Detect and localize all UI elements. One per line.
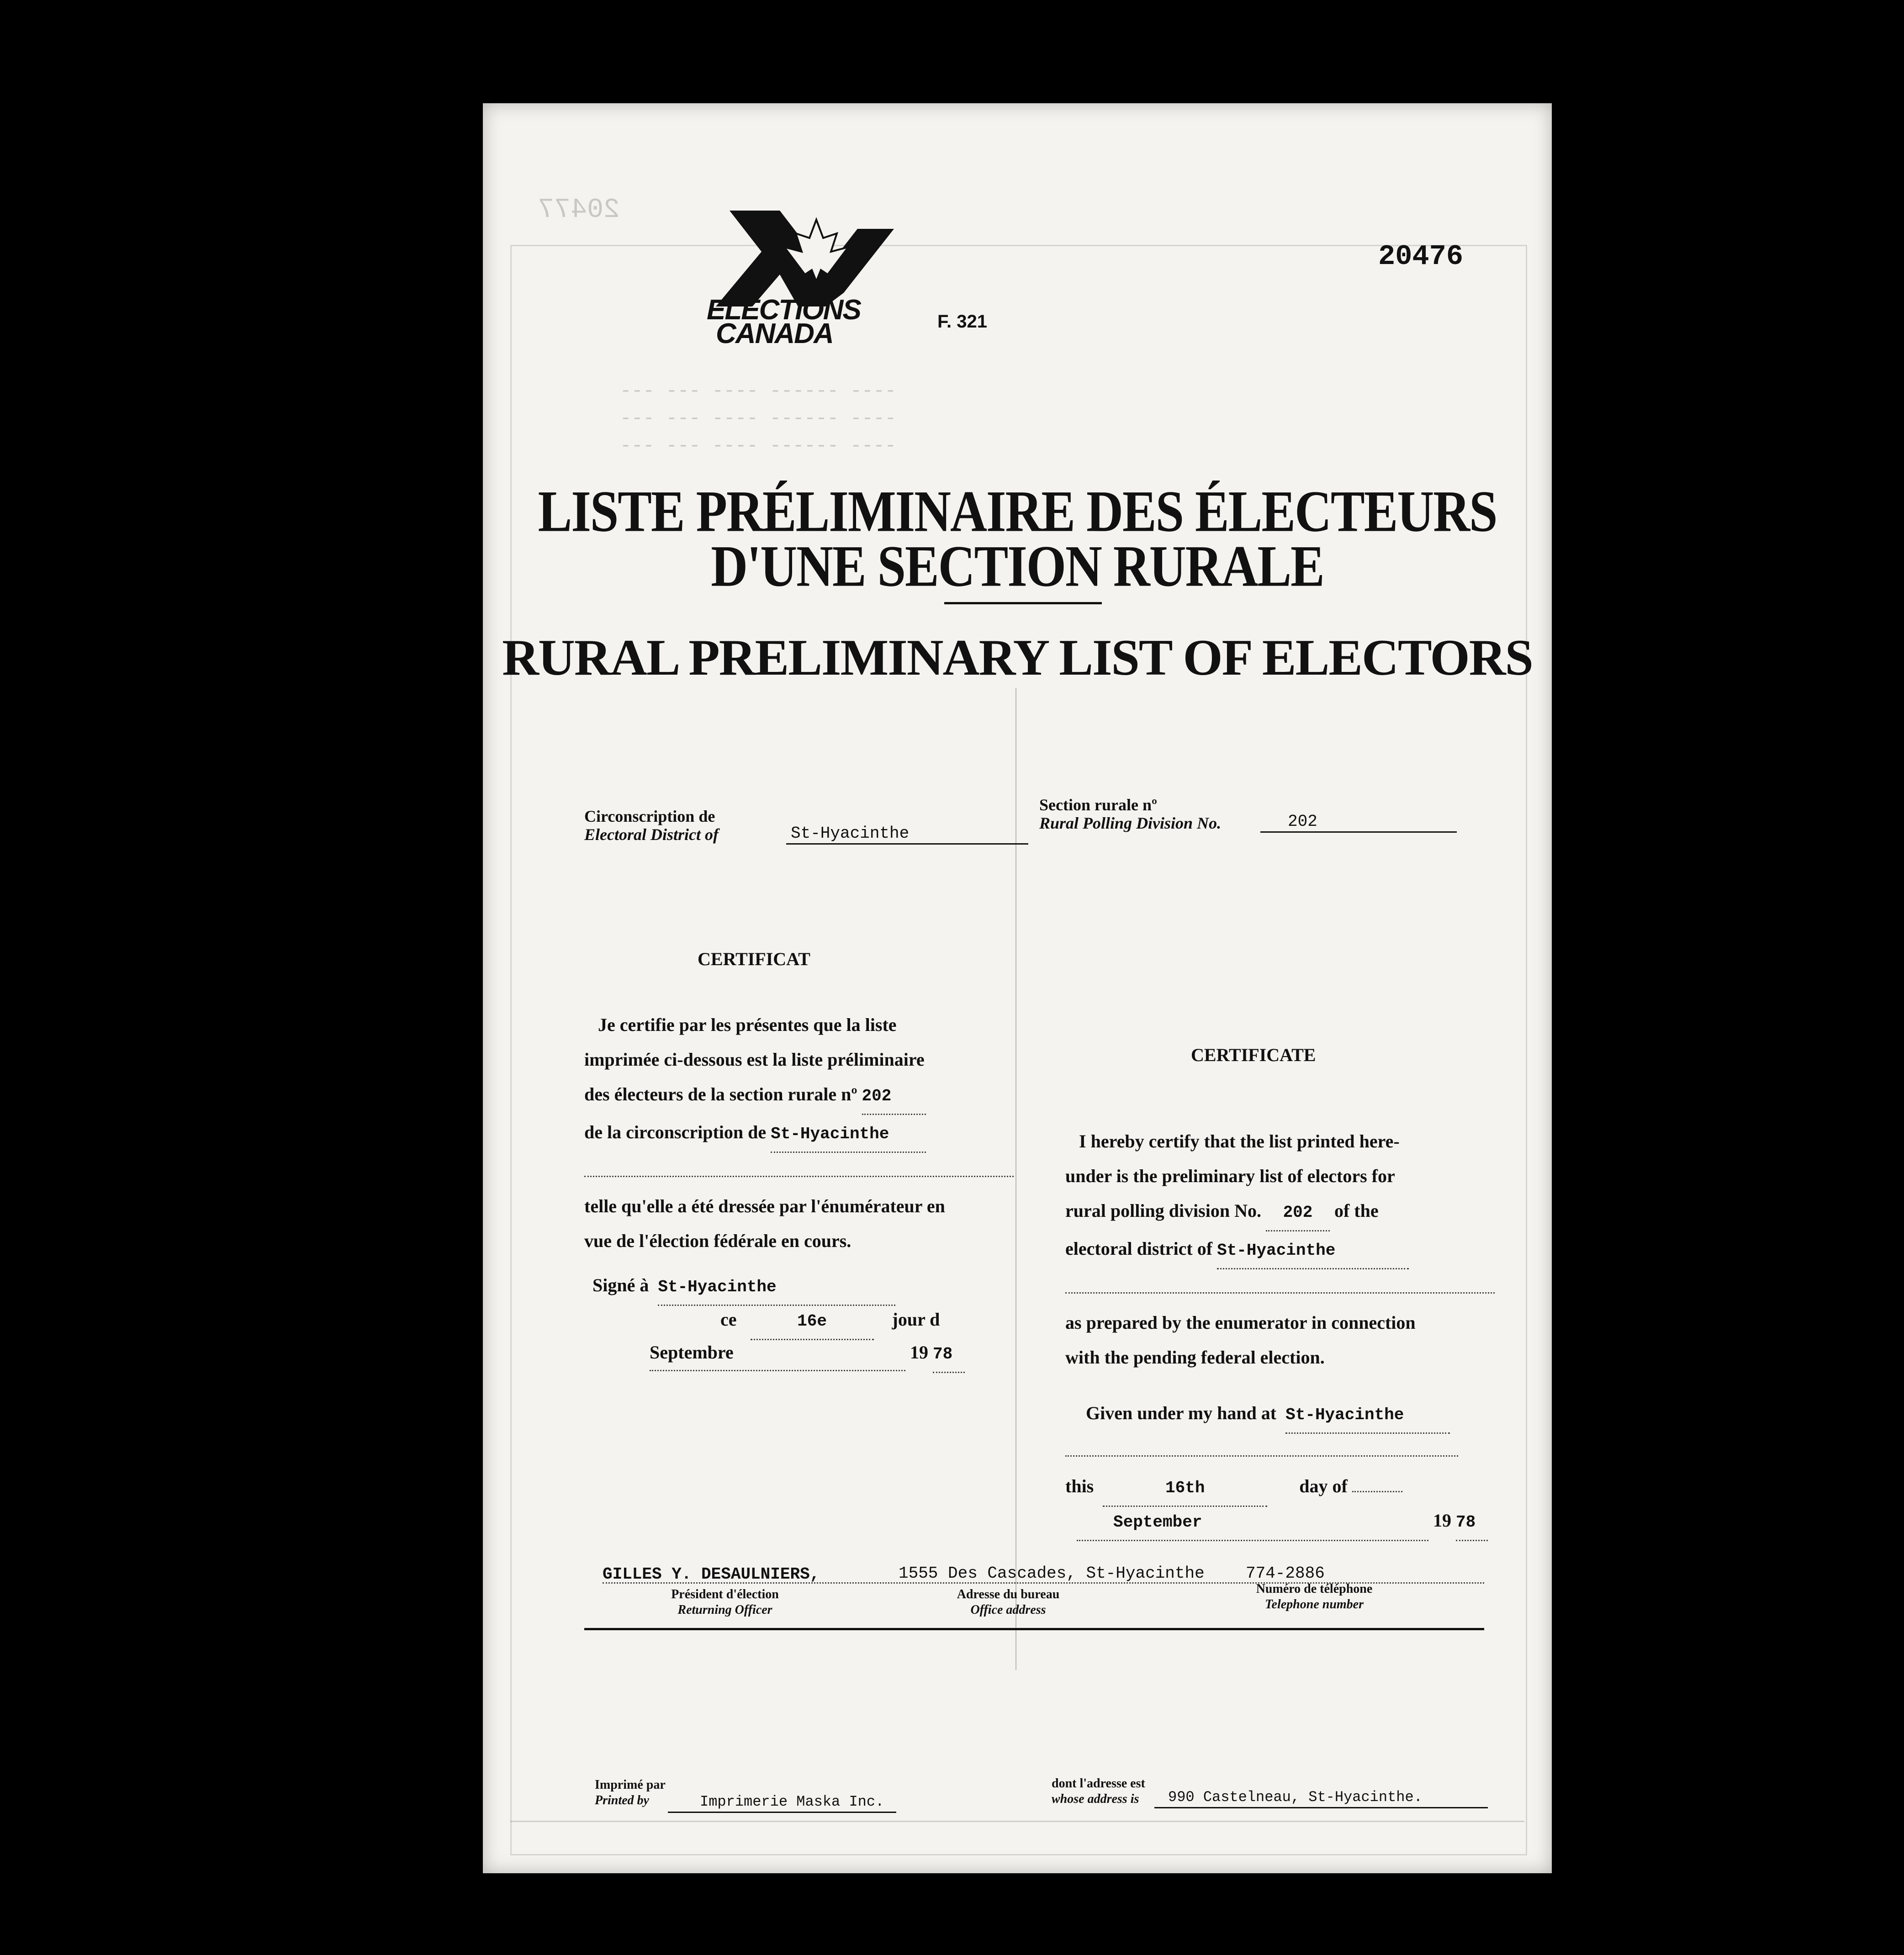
title-french-line2: D'UNE SECTION RURALE (711, 534, 1324, 599)
signed-at-row (592, 1268, 895, 1306)
certificat-division-field[interactable]: 202 (862, 1079, 926, 1115)
certificate-line4-label: electoral district of (1065, 1238, 1213, 1259)
bleed-through-number: 20477 (538, 195, 620, 226)
logo-line1: ELECTIONS (707, 294, 861, 326)
certificate-blank-line (1065, 1269, 1495, 1294)
printed-by-label (595, 1777, 666, 1808)
logo-line2: CANADA (716, 318, 833, 349)
day-of-blank (1352, 1491, 1402, 1492)
officer-section-rule (584, 1628, 1484, 1630)
officer-name-label-fr: Président d'élection (671, 1587, 779, 1601)
certificate-division-field[interactable]: 202 (1266, 1195, 1330, 1231)
certificate-heading: CERTIFICATE (1191, 1045, 1316, 1065)
certificat-line3 (584, 1077, 1014, 1115)
certificat-line1: Je certifie par les présentes que la liste (598, 1014, 897, 1035)
given-day-field[interactable]: 16th (1103, 1471, 1267, 1507)
document-page (483, 103, 1552, 1873)
elections-canada-logo (707, 201, 921, 352)
officer-name: GILLES Y. DESAULNIERS, (603, 1565, 820, 1584)
printer-address-value: 990 Castelneau, St-Hyacinthe. (1168, 1789, 1423, 1806)
printer-field[interactable] (668, 1793, 896, 1813)
division-field[interactable] (1260, 812, 1457, 833)
certificat-blank-line (584, 1153, 1014, 1177)
title-english: RURAL PRELIMINARY LIST OF ELECTORS (502, 629, 1533, 686)
office-address-label-fr: Adresse du bureau (957, 1587, 1060, 1601)
officer-phone: 774-2886 (1246, 1564, 1325, 1583)
year-prefix-en: 19 (1433, 1510, 1451, 1531)
telephone-label-fr: Numéro de téléphone (1256, 1582, 1373, 1596)
division-value: 202 (1288, 812, 1317, 831)
certificate-line3-label: rural polling division No. (1065, 1200, 1261, 1221)
ce-label: ce (720, 1309, 737, 1330)
district-label-fr: Circonscription de (584, 807, 715, 825)
printer-value: Imprimerie Maska Inc. (700, 1793, 884, 1810)
certificate-line4 (1065, 1231, 1495, 1269)
officer-name-label-en: Returning Officer (677, 1603, 772, 1617)
this-label: this (1065, 1476, 1094, 1496)
district-field[interactable] (786, 824, 1028, 845)
day-of-label: day of (1299, 1476, 1348, 1496)
officer-name-label (656, 1587, 793, 1618)
printer-address-field[interactable] (1154, 1789, 1488, 1808)
certificat-line3-label: des électeurs de la section rurale nº (584, 1084, 857, 1104)
given-at-label: Given under my hand at (1086, 1403, 1277, 1423)
printer-address-label (1052, 1776, 1145, 1807)
given-at-row (1086, 1396, 1450, 1434)
certificate-district-field[interactable]: St-Hyacinthe (1217, 1233, 1409, 1269)
printed-by-label-en: Printed by (595, 1793, 649, 1807)
certificate-line1: I hereby certify that the list printed here- (1079, 1131, 1400, 1152)
jour-label: jour d (892, 1309, 940, 1330)
certificat-line4-label: de la circonscription de (584, 1122, 767, 1142)
bleed-through-table (510, 1821, 1524, 1822)
signed-year-field[interactable]: 78 (933, 1337, 965, 1373)
signed-month-field[interactable]: Septembre (650, 1335, 905, 1371)
certificat-line4 (584, 1115, 1014, 1153)
office-address-label-en: Office address (970, 1603, 1046, 1617)
certificat-heading: CERTIFICAT (698, 949, 810, 969)
division-label-en: Rural Polling Division No. (1039, 814, 1222, 832)
certificat-line6: telle qu'elle a été dressée par l'énumérateur en (584, 1196, 945, 1216)
printer-address-label-fr: dont l'adresse est (1052, 1776, 1145, 1791)
bleed-through-text: ---- ------ ---- --- --- ---- ------ ---- --- --- ---- ------ ---- --- --- (620, 380, 896, 457)
officer-address: 1555 Des Cascades, St-Hyacinthe (899, 1564, 1205, 1583)
given-blank-line (1065, 1442, 1458, 1457)
given-at-field[interactable]: St-Hyacinthe (1285, 1398, 1450, 1434)
certificate-line7: with the pending federal election. (1065, 1347, 1325, 1368)
district-label-en: Electoral District of (584, 825, 719, 844)
signed-month-row (650, 1335, 965, 1373)
year-prefix-fr: 19 (910, 1342, 928, 1363)
signed-day-field[interactable]: 16e (751, 1304, 874, 1340)
title-french-line1: LISTE PRÉLIMINAIRE DES ÉLECTEURS (538, 479, 1497, 544)
office-address-label (940, 1587, 1077, 1618)
telephone-label (1232, 1581, 1396, 1612)
certificate-line3 (1065, 1194, 1495, 1231)
given-year-field[interactable]: 78 (1456, 1505, 1488, 1541)
certificate-line6: as prepared by the enumerator in connection (1065, 1312, 1416, 1333)
certificate-body (1065, 1124, 1495, 1375)
serial-number: 20476 (1378, 240, 1464, 273)
certificat-district-field[interactable]: St-Hyacinthe (771, 1117, 926, 1153)
division-label-fr: Section rurale nº (1039, 796, 1157, 814)
district-value: St-Hyacinthe (791, 824, 910, 843)
signed-at-label: Signé à (592, 1275, 649, 1295)
printer-address-label-en: whose address is (1052, 1792, 1139, 1806)
given-day-row (1065, 1469, 1402, 1507)
certificat-line2: imprimée ci-dessous est la liste préliminaire (584, 1049, 925, 1070)
signed-at-field[interactable]: St-Hyacinthe (658, 1270, 895, 1306)
given-month-row (1077, 1503, 1488, 1541)
certificat-line7: vue de l'élection fédérale en cours. (584, 1231, 852, 1251)
telephone-label-en: Telephone number (1265, 1597, 1364, 1612)
certificat-body (584, 1008, 1014, 1258)
certificate-line2: under is the preliminary list of electors for (1065, 1166, 1395, 1186)
form-code: F. 321 (937, 312, 987, 332)
certificate-line3-suffix: of the (1334, 1200, 1379, 1221)
given-month-field[interactable]: September (1077, 1505, 1428, 1541)
signed-day-row (720, 1302, 940, 1340)
printed-by-label-fr: Imprimé par (595, 1778, 666, 1792)
title-divider (944, 602, 1102, 604)
